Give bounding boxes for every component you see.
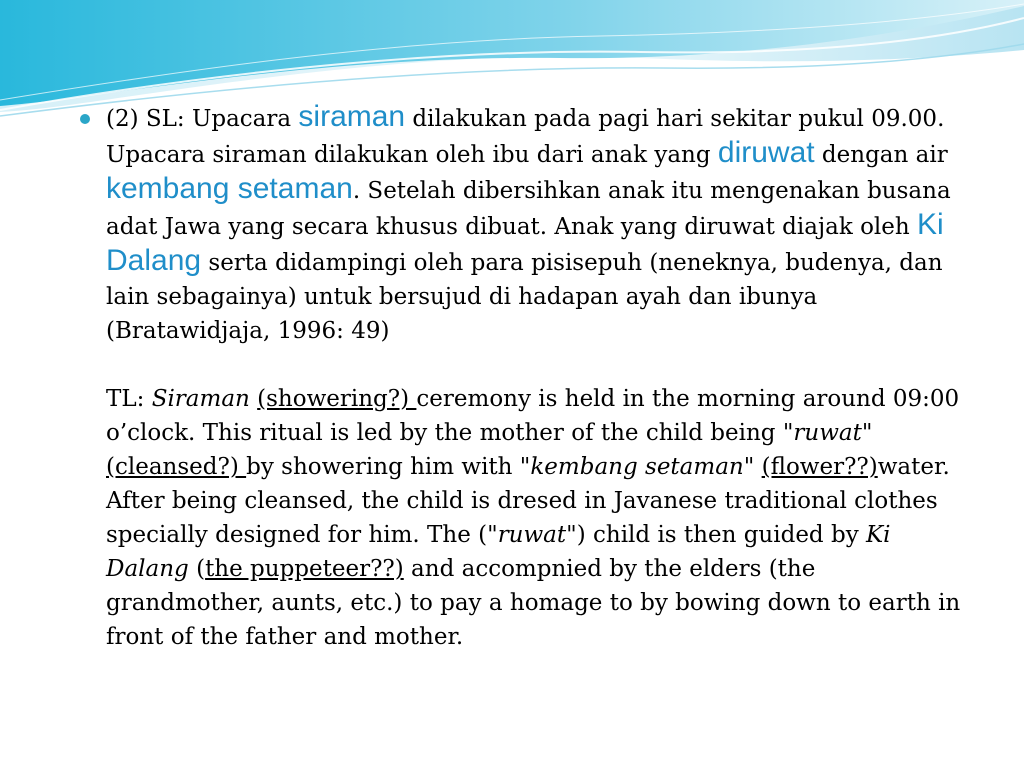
target-language-paragraph: TL: Siraman (showering?) ceremony is held in the morning around 09:00 o’clock. This ritual is led by the mother of the child being "ruwat"(cleansed?) by showering him with "kembang setaman" (flower??)water. After being cleansed, the child is dresed in Javanese traditional clothes specially designed for him. The ("ruwat") child is then guided by Ki Dalang (the puppeteer??) and accompnied by the elders (the grandmother, aunts, etc.) to pay a homage to by bowing down to earth in front of the father and mother. xyxy=(106,386,961,650)
slide-content xyxy=(80,100,980,654)
source-language-paragraph: (2) SL: Upacara siraman dilakukan pada pagi hari sekitar pukul 09.00. Upacara siraman dilakukan oleh ibu dari anak yang diruwat dengan air kembang setaman. Setelah dibersihkan anak itu mengenakan busana adat Jawa yang secara khusus dibuat. Anak yang diruwat diajak oleh Ki Dalang serta didampingi oleh para pisisepuh (neneknya, budenya, dan lain sebagainya) untuk bersujud di hadapan ayah dan ibunya (Bratawidjaja, 1996: 49) xyxy=(106,100,951,344)
highlight-term: diruwat xyxy=(717,136,815,169)
highlight-term: kembang setaman xyxy=(106,172,353,205)
italic-term: ruwat xyxy=(497,522,567,548)
highlight-term: Ki Dalang xyxy=(106,208,944,277)
bullet-item xyxy=(80,100,980,654)
highlight-term: siraman xyxy=(298,100,406,133)
italic-term: kembang setaman xyxy=(530,454,744,480)
italic-term: ruwat xyxy=(793,420,862,446)
bullet-dot-icon xyxy=(80,114,90,124)
underlined-gloss: (flower??) xyxy=(761,454,878,480)
italic-term: Siraman xyxy=(151,386,250,412)
underlined-gloss: the puppeteer??) xyxy=(205,556,404,582)
underlined-gloss: (cleansed?) xyxy=(106,454,247,480)
underlined-gloss: (showering?) xyxy=(257,386,417,412)
italic-term: Ki Dalang xyxy=(106,522,891,582)
bullet-text xyxy=(106,100,966,654)
